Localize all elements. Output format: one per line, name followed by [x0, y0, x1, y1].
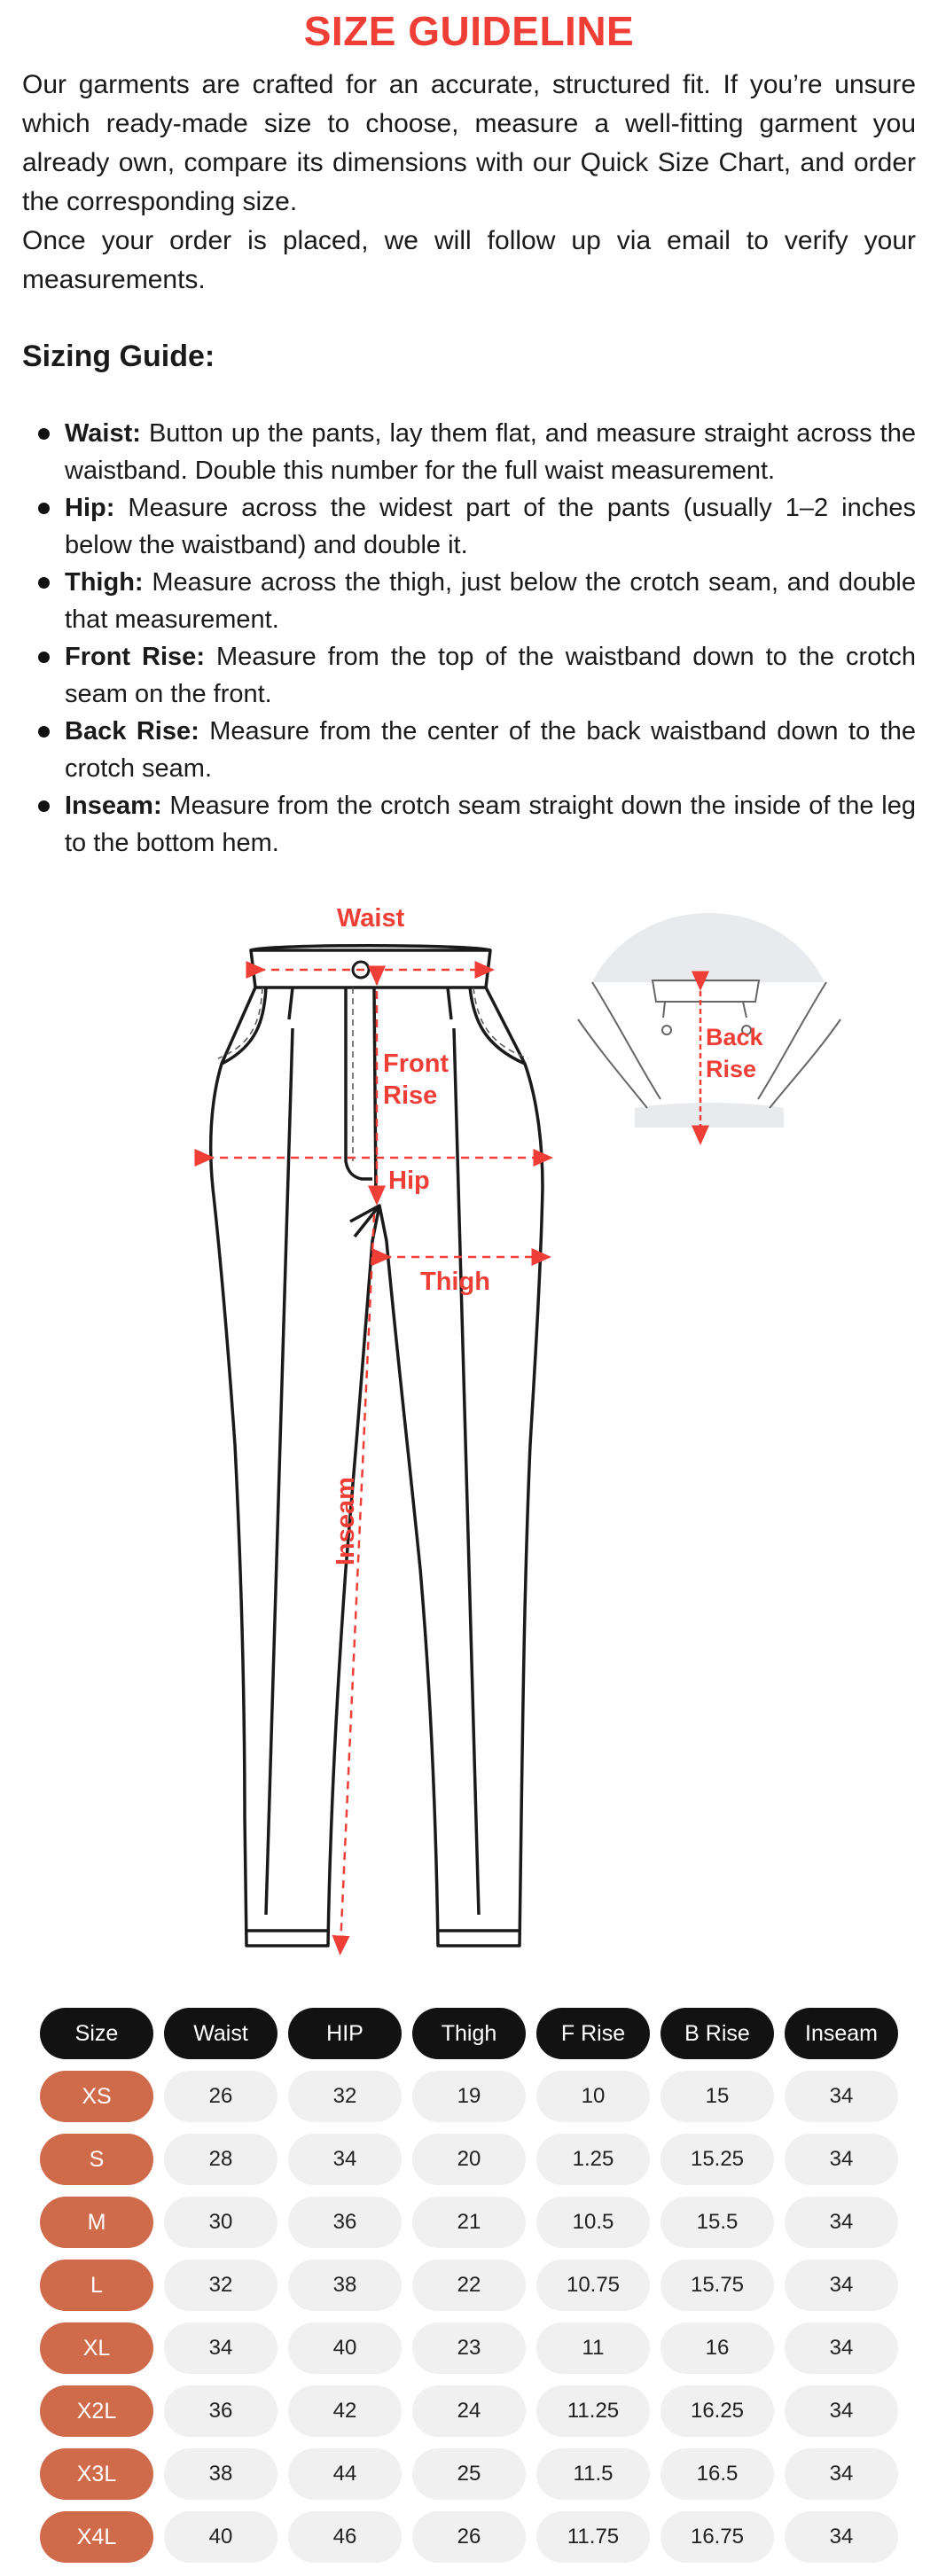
table-cell: 16 [661, 2322, 774, 2374]
label-hip: Hip [388, 1167, 430, 1195]
table-row [40, 2134, 898, 2185]
table-cell: 36 [288, 2197, 402, 2248]
sizing-guide-list [22, 415, 916, 862]
guide-term: Thigh: [65, 568, 144, 597]
intro-paragraph-1: Our garments are crafted for an accurate, structured fit. If you’re unsure which ready-made size to choose, measure a well-fitting garment you already own, compare its dimensions with our Quick Size Chart, and order the corresponding size. [22, 70, 916, 216]
table-cell: 34 [785, 2134, 898, 2185]
size-cell: S [40, 2134, 153, 2185]
guide-text: Measure from the crotch seam straight down the inside of the leg to the bottom hem. [65, 792, 916, 857]
measurement-diagram [0, 895, 938, 1959]
size-chart-table [40, 2008, 898, 2574]
guide-item-waist [22, 415, 916, 489]
table-cell: 46 [288, 2511, 402, 2563]
sizing-guide-heading: Sizing Guide: [22, 340, 215, 373]
table-row [40, 2448, 898, 2500]
label-thigh: Thigh [420, 1268, 490, 1296]
size-cell: X2L [40, 2385, 153, 2437]
table-row [40, 2322, 898, 2374]
table-cell: 34 [785, 2448, 898, 2500]
table-cell: 32 [164, 2260, 277, 2311]
table-cell: 42 [288, 2385, 402, 2437]
label-back-rise-line-2: Rise [706, 1056, 757, 1082]
table-row [40, 2511, 898, 2563]
page-title: SIZE GUIDELINE [303, 8, 635, 54]
guide-text: Button up the pants, lay them flat, and measure straight across the waistband. Double this number for the full waist measurement. [65, 419, 916, 485]
table-header-row [40, 2008, 898, 2059]
table-cell: 15 [661, 2071, 774, 2122]
size-cell: X3L [40, 2448, 153, 2500]
table-cell: 26 [412, 2511, 526, 2563]
table-cell: 38 [164, 2448, 277, 2500]
table-cell: 40 [164, 2511, 277, 2563]
table-cell: 16.75 [661, 2511, 774, 2563]
guide-term: Hip: [65, 494, 115, 522]
table-cell: 34 [785, 2385, 898, 2437]
table-row [40, 2260, 898, 2311]
size-cell: L [40, 2260, 153, 2311]
size-cell: XL [40, 2322, 153, 2374]
table-cell: 25 [412, 2448, 526, 2500]
label-back-rise-line-1: Back [706, 1024, 763, 1050]
label-front-rise-line-2: Rise [383, 1081, 438, 1110]
table-row [40, 2197, 898, 2248]
guide-item-hip [22, 489, 916, 564]
label-front-rise-line-1: Front [383, 1050, 449, 1078]
table-cell: 11.25 [536, 2385, 650, 2437]
table-cell: 24 [412, 2385, 526, 2437]
table-cell: 11.5 [536, 2448, 650, 2500]
table-cell: 40 [288, 2322, 402, 2374]
guide-text: Measure across the widest part of the pants (usually 1–2 inches below the waistband) and double it. [65, 494, 916, 559]
label-inseam: Inseam [332, 1477, 360, 1565]
table-cell: 34 [785, 2197, 898, 2248]
table-cell: 26 [164, 2071, 277, 2122]
table-cell: 34 [785, 2511, 898, 2563]
table-cell: 36 [164, 2385, 277, 2437]
intro-paragraph-2: Once your order is placed, we will follow up via email to verify your measurements. [22, 226, 916, 294]
guide-text: Measure from the top of the waistband down to the crotch seam on the front. [65, 643, 917, 708]
guide-text: Measure from the center of the back waistband down to the crotch seam. [65, 717, 917, 783]
table-cell: 23 [412, 2322, 526, 2374]
table-cell: 28 [164, 2134, 277, 2185]
table-cell: 21 [412, 2197, 526, 2248]
table-cell: 10.75 [536, 2260, 650, 2311]
pants-illustration [0, 895, 938, 1959]
guide-term: Waist: [65, 419, 141, 448]
guide-term: Back Rise: [65, 717, 199, 745]
table-cell: 20 [412, 2134, 526, 2185]
table-cell: 32 [288, 2071, 402, 2122]
table-row [40, 2071, 898, 2122]
size-cell: XS [40, 2071, 153, 2122]
guide-item-front-rise [22, 638, 916, 713]
guide-item-thigh [22, 564, 916, 638]
header-cell-hip: HIP [288, 2008, 402, 2059]
table-cell: 15.75 [661, 2260, 774, 2311]
header-cell-waist: Waist [164, 2008, 277, 2059]
table-row [40, 2385, 898, 2437]
guide-term: Front Rise: [65, 643, 205, 671]
size-cell: M [40, 2197, 153, 2248]
intro-text [22, 66, 916, 300]
table-cell: 34 [785, 2322, 898, 2374]
table-cell: 22 [412, 2260, 526, 2311]
guide-item-inseam [22, 787, 916, 862]
table-cell: 30 [164, 2197, 277, 2248]
table-cell: 38 [288, 2260, 402, 2311]
table-cell: 34 [785, 2071, 898, 2122]
table-cell: 34 [785, 2260, 898, 2311]
header-cell-size: Size [40, 2008, 153, 2059]
header-cell-thigh: Thigh [412, 2008, 526, 2059]
table-cell: 16.25 [661, 2385, 774, 2437]
table-cell: 34 [164, 2322, 277, 2374]
size-cell: X4L [40, 2511, 153, 2563]
header-cell-front-rise: F Rise [536, 2008, 650, 2059]
table-cell: 15.25 [661, 2134, 774, 2185]
label-waist: Waist [337, 904, 405, 933]
table-cell: 11 [536, 2322, 650, 2374]
table-cell: 10 [536, 2071, 650, 2122]
header-cell-back-rise: B Rise [661, 2008, 774, 2059]
table-cell: 19 [412, 2071, 526, 2122]
table-cell: 1.25 [536, 2134, 650, 2185]
guide-text: Measure across the thigh, just below the crotch seam, and double that measurement. [65, 568, 916, 634]
table-cell: 34 [288, 2134, 402, 2185]
table-cell: 44 [288, 2448, 402, 2500]
table-cell: 16.5 [661, 2448, 774, 2500]
table-cell: 11.75 [536, 2511, 650, 2563]
guide-item-back-rise [22, 713, 916, 787]
guide-term: Inseam: [65, 792, 162, 820]
header-cell-inseam: Inseam [785, 2008, 898, 2059]
table-cell: 10.5 [536, 2197, 650, 2248]
table-cell: 15.5 [661, 2197, 774, 2248]
